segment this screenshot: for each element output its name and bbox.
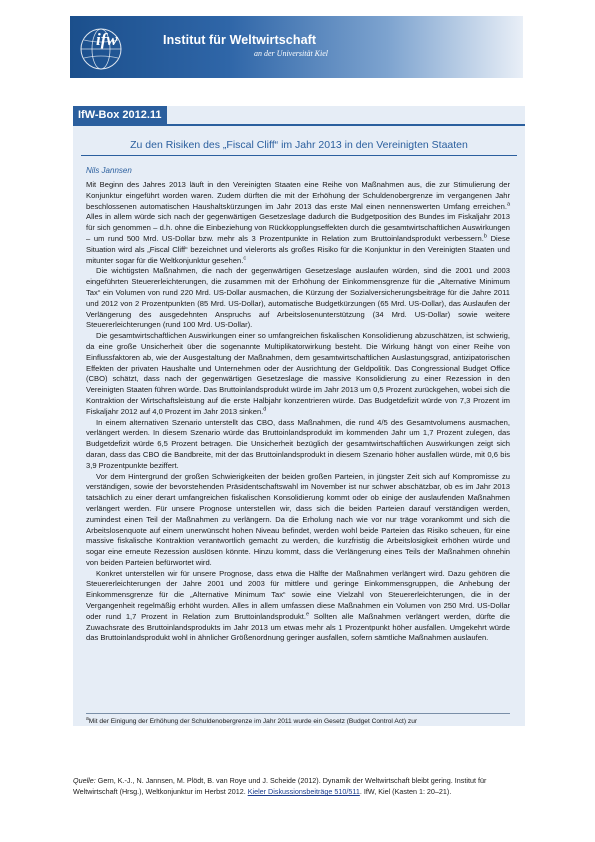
footnote-marker[interactable]: d [263, 406, 267, 413]
source-link[interactable]: Kieler Diskussionsbeiträge 510/511 [247, 787, 360, 796]
source-text-end: . IfW, Kiel (Kasten 1: 20–21). [359, 787, 452, 796]
institute-name: Institut für Weltwirtschaft [163, 33, 317, 47]
footnote-divider [86, 713, 510, 714]
paragraph: Die wichtigsten Maßnahmen, die nach der gegenwärtigen Gesetzeslage auslaufen würden, sind die 2001 und 2003 eingeführten Steuererleichterungen, die zusammen mit der Erhöhung der Einkommensgrenze für die „Alternative Minimum Tax“ ein Volumen von rund 220 Mrd. US-Dollar ausmachen, die Kürzung der Sozialversicherungsbeiträge für die Jahre 2011 und 2012 von 2 Prozentpunkten (85 Mrd. US-Dollar), automatische Budgetkürzungen (65 Mrd. US-Dollar), das Auslaufen der Verlängerung des ausgedehnten Anspruchs auf Arbeitslosenunterstützung (34 Mrd. US-Dollar) sowie weitere Steuererleichterungen (rund 100 Mrd. US-Dollar). [86, 266, 510, 330]
paragraph: Die gesamtwirtschaftlichen Auswirkungen einer so umfangreichen fiskalischen Konsolidierung abzuschätzen, ist schwierig, da eine große Unsicherheit über die sogenannte Multiplikatorwirkung besteht. Die Wirkung hängt von einer Reihe von Einflussfaktoren ab, wie der Ausgestaltung der Maßnahmen, dem gesamtwirtschaftlichen Auslastungsgrad, antizipatorischen Effekten der privaten Haushalte und Unternehmen oder der Ausrichtung der Geldpolitik. Das Congressional Budget Office (CBO) schätzt, dass nach der gegenwärtigen Gesetzeslage die massive Konsolidierung zu einer Rezession in den Vereinigten Staaten führen würde. Das Bruttoinlandsprodukt würde im Jahr 2013 um 0,5 Prozent zurückgehen, wobei sich die Kontraktion der Wirtschaftsleistung auf die erste Halbjahr konzentrieren würde. Das Budgetdefizit würde von 7,3 Prozent im Fiskaljahr 2012 auf 4,0 Prozent im Jahr 2013 sinken.$^d$ [86, 331, 510, 416]
author-name: Nils Jannsen [86, 166, 132, 175]
source-text: Gern, K.-J., N. Jannsen, M. Plödt, B. van Roye und J. Scheide (2012). Dynamik der Weltwirtschaft bleibt gering. Institut für Weltwirtschaft (Hrsg.), Weltkonjunktur im Herbst 2012. [73, 776, 487, 796]
footnote-marker[interactable]: e [305, 611, 310, 618]
box-label: IfW-Box 2012.11 [73, 106, 167, 124]
source-label: Quelle: [73, 776, 96, 785]
ifw-globe-logo-icon [76, 20, 130, 74]
source-citation [73, 775, 525, 797]
svg-text:ifw: ifw [96, 30, 118, 49]
paragraph: Mit Beginn des Jahres 2013 läuft in den Vereinigten Staaten eine Reihe von Maßnahmen aus, die zur Stimulierung der Konjunktur eingeführt worden waren. Zudem dürften die mit der Erhöhung der Schuldenobergrenze im vergangenen Jahr beschlossenen automatischen Haushaltskürzungen im Jahr 2013 das erste Mal einen nennenswerten Umfang erreichen.$^a$ Alles in allem würde sich nach der gegenwärtigen Gesetzeslage dadurch die Budgetposition des Bundes im Fiskaljahr 2013 für sich genommen – d.h. ohne die Einbeziehung von Rückkopplungseffekten durch die gesamtwirtschaftlichen Auswirkungen – um rund 500 Mrd. US-Dollar bzw. mehr als 3 Prozentpunkte in Relation zum Bruttoinlandsprodukt verbessern.$^b$ Diese Situation wird als „Fiscal Cliff“ bezeichnet und vielerorts als großes Risiko für die Konjunktur in den Vereinigten Staaten und mitunter sogar für die Weltkonjunktur gesehen.$^c$ [86, 180, 510, 265]
footnote-marker[interactable]: a [506, 201, 510, 208]
institute-header-banner [70, 16, 523, 78]
paragraph: Vor dem Hintergrund der großen Schwierigkeiten der beiden großen Parteien, in jüngster Zeit sich auf Kompromisse zu verständigen, sowie der bevorstehenden Präsidentschaftswahl im November ist nur schwer abschätzbar, ob es im Jahr 2013 tatsächlich zu einer derart umfangreichen fiskalischen Konsolidierung kommt oder ob einige der auslaufenden Maßnahmen verlängert werden. Für unsere Prognose unterstellen wir, dass sich die beiden Parteien darauf verständigen werden, zumindest einen Teil der Maßnahmen zu verlängern. Da die Erholung nach wie vor nur träge vorankommt und sich die Arbeitslosenquote auf einem unerwünscht hohen Niveau befindet, werden wohl beide Parteien das Risiko scheuen, für eine massive fiskalische Kontraktion verantwortlich gemacht zu werden, die kurzfristig die Arbeitslosigkeit erhöhen würde und sogar eine erneute Rezession auslösen könnte. Hinzu kommt, dass die Verlängerung eines Teils der Maßnahmen ohnehin von beiden Parteien befürwortet wird. [86, 471, 510, 567]
box-top-rule [73, 124, 525, 126]
paragraph: Konkret unterstellen wir für unsere Prognose, dass etwa die Hälfte der Maßnahmen verlängert wird. Dazu gehören die Steuererleichterungen der Jahre 2001 und 2003 für mittlere und geringe Einkommensgruppen, die Anhebung der Einkommensgrenze für die „Alternative Minimum Tax“ sowie eine Vielzahl von Steuererleichterungen, die in der Vergangenheit regelmäßig erhöht wurden. Alles in allem umfassen diese Maßnahmen ein Volumen von 250 Mrd. US-Dollar oder rund 1,7 Prozent in Relation zum Bruttoinlandsprodukt.$^e$ Sollten alle Maßnahmen verlängert werden, dürfte die Zuwachsrate des Bruttoinlandsprodukts im Jahr 2013 um etwas mehr als 1 Prozentpunkt höher ausfallen. Umgekehrt würde das Bruttoinlandsprodukt wohl in ähnlicher Größenordnung geringer ausfallen, sofern sämtliche Maßnahmen auslaufen. [86, 568, 510, 643]
title-divider [81, 155, 517, 156]
footnote-marker[interactable]: b [483, 233, 487, 240]
footnote-marker[interactable]: c [243, 255, 247, 262]
box-title: Zu den Risiken des „Fiscal Cliff“ im Jahr 2013 in den Vereinigten Staaten [130, 139, 468, 151]
footnote: $^a$Mit der Einigung der Erhöhung der Schuldenobergrenze im Jahr 2011 wurde ein Gesetz (Budget Control Act) zur [86, 717, 418, 725]
paragraph: In einem alternativen Szenario unterstellt das CBO, dass Maßnahmen, die rund 4/5 des Gesamtvolumens ausmachen, verlängert werden. In diesem Szenario würde das Bruttoinlandsprodukt im kommenden Jahr um 1,7 Prozent zulegen, das Budgetdefizit würde 6,5 Prozent betragen. Die Unsicherheit bezüglich der gesamtwirtschaftlichen Auswirkungen zeigt sich daran, dass das CBO die Bandbreite, mit der das Bruttoinlandsprodukt in diesem Szenario höher ausfallen würde, mit 0,6 bis 3,9 Prozentpunkte beziffert. [86, 417, 510, 470]
institute-subtitle: an der Universität Kiel [254, 49, 328, 58]
box-body [86, 180, 510, 644]
